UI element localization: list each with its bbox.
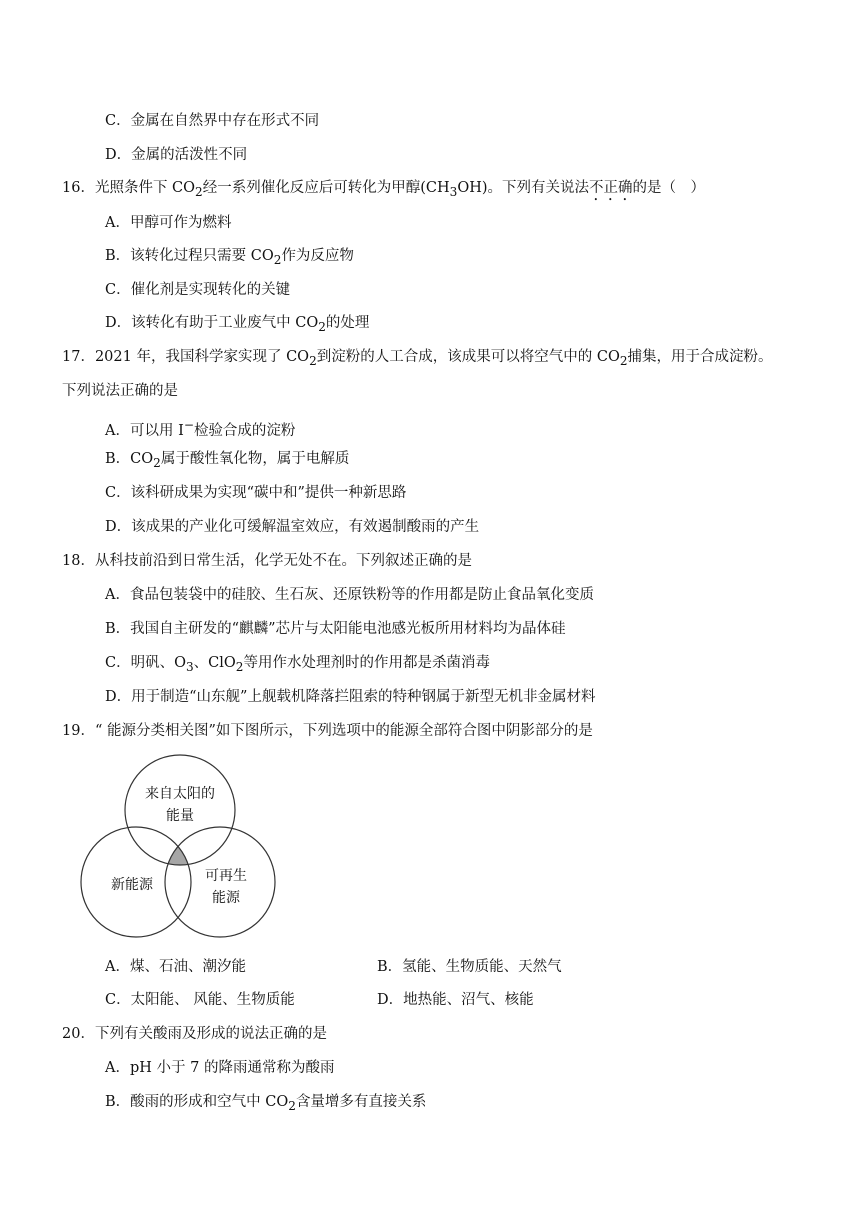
option-text: D．该转化有助于工业废气中 CO bbox=[105, 315, 319, 331]
q16-option-b bbox=[105, 246, 354, 270]
option-text: A．可以用 I bbox=[105, 422, 184, 439]
q16-option-d bbox=[105, 313, 369, 337]
q15-option-c: C．金属在自然界中存在形式不同 bbox=[105, 113, 320, 129]
subscript: 2 bbox=[273, 252, 282, 267]
q18-option-c bbox=[105, 653, 490, 677]
q17-stem-line-2: 下列说法正确的是 bbox=[62, 383, 178, 399]
q18-stem: 18．从科技前沿到日常生活，化学无处不在。下列叙述正确的是 bbox=[62, 553, 472, 569]
option-text: 的处理 bbox=[325, 315, 370, 331]
q17-stem-text: 捕集，用于合成淀粉。 bbox=[627, 349, 773, 365]
venn-label-right-1: 可再生 bbox=[205, 868, 247, 884]
q19-option-c: C．太阳能、 风能、生物质能 bbox=[105, 992, 295, 1008]
subscript: 3 bbox=[185, 659, 194, 674]
option-text: 等用作水处理剂时的作用都是杀菌消毒 bbox=[243, 655, 490, 671]
q16-stem-text: 的是（ ） bbox=[632, 180, 706, 196]
option-text: 作为反应物 bbox=[281, 248, 354, 264]
subscript: 3 bbox=[449, 184, 458, 199]
subscript: 2 bbox=[195, 184, 203, 199]
option-text: 属于酸性氧化物，属于电解质 bbox=[160, 451, 350, 467]
q17-option-c: C．该科研成果为实现“碳中和”提供一种新思路 bbox=[105, 485, 407, 501]
q17-option-b bbox=[105, 449, 349, 473]
q17-option-a bbox=[105, 415, 295, 441]
option-text: 检验合成的淀粉 bbox=[193, 422, 296, 439]
q16-option-a: A．甲醇可作为燃料 bbox=[105, 215, 232, 231]
subscript: 2 bbox=[309, 353, 317, 368]
q18-option-d: D．用于制造“山东舰”上舰载机降落拦阻索的特种钢属于新型无机非金属材料 bbox=[105, 689, 596, 705]
venn-label-right-2: 能源 bbox=[212, 890, 240, 906]
venn-diagram bbox=[78, 752, 278, 938]
q19-option-a: A．煤、石油、潮汐能 bbox=[105, 959, 246, 975]
q17-stem-text: 到淀粉的人工合成，该成果可以将空气中的 CO bbox=[316, 349, 620, 365]
q17-option-d: D．该成果的产业化可缓解温室效应，有效遏制酸雨的产生 bbox=[105, 519, 480, 535]
q16-stem bbox=[62, 178, 705, 204]
q16-stem-text: 16．光照条件下 CO bbox=[62, 180, 196, 196]
q20-option-a: A．pH 小于 7 的降雨通常称为酸雨 bbox=[105, 1060, 335, 1076]
option-text: B．CO bbox=[105, 451, 154, 467]
q16-option-c: C．催化剂是实现转化的关键 bbox=[105, 282, 291, 298]
option-text: 含量增多有直接关系 bbox=[295, 1094, 427, 1110]
q17-stem-line-1 bbox=[62, 347, 773, 371]
q15-option-d: D．金属的活泼性不同 bbox=[105, 147, 248, 163]
option-text: B．该转化过程只需要 CO bbox=[105, 248, 274, 264]
q19-option-d: D．地热能、沼气、核能 bbox=[377, 992, 534, 1008]
q18-option-a: A．食品包装袋中的硅胶、生石灰、还原铁粉等的作用都是防止食品氧化变质 bbox=[105, 587, 594, 603]
superscript: − bbox=[183, 418, 194, 432]
q19-stem: 19．“ 能源分类相关图”如下图所示，下列选项中的能源全部符合图中阴影部分的是 bbox=[62, 723, 593, 739]
venn-label-left: 新能源 bbox=[111, 877, 153, 893]
q18-option-b: B．我国自主研发的“麒麟”芯片与太阳能电池感光板所用材料均为晶体硅 bbox=[105, 621, 566, 637]
venn-label-top-2: 能量 bbox=[166, 808, 194, 824]
venn-label-top-1: 来自太阳的 bbox=[145, 786, 215, 802]
q16-stem-text: 经一系列催化反应后可转化为甲醇(CH bbox=[202, 180, 450, 196]
subscript: 2 bbox=[318, 319, 326, 334]
subscript: 2 bbox=[619, 353, 628, 368]
option-text: 、ClO bbox=[193, 655, 236, 671]
q16-stem-text: OH)。下列有关说法 bbox=[457, 180, 590, 196]
q17-stem-text: 17．2021 年，我国科学家实现了 CO bbox=[62, 349, 310, 365]
q20-stem: 20．下列有关酸雨及形成的说法正确的是 bbox=[62, 1026, 327, 1042]
subscript: 2 bbox=[235, 659, 244, 674]
q16-emphasis: 不正确 bbox=[589, 180, 633, 196]
subscript: 2 bbox=[288, 1098, 296, 1113]
option-text: B．酸雨的形成和空气中 CO bbox=[105, 1094, 289, 1110]
q20-option-b bbox=[105, 1092, 426, 1116]
subscript: 2 bbox=[153, 455, 161, 470]
q19-option-b: B．氢能、生物质能、天然气 bbox=[377, 959, 562, 975]
option-text: C．明矾、O bbox=[105, 655, 186, 671]
